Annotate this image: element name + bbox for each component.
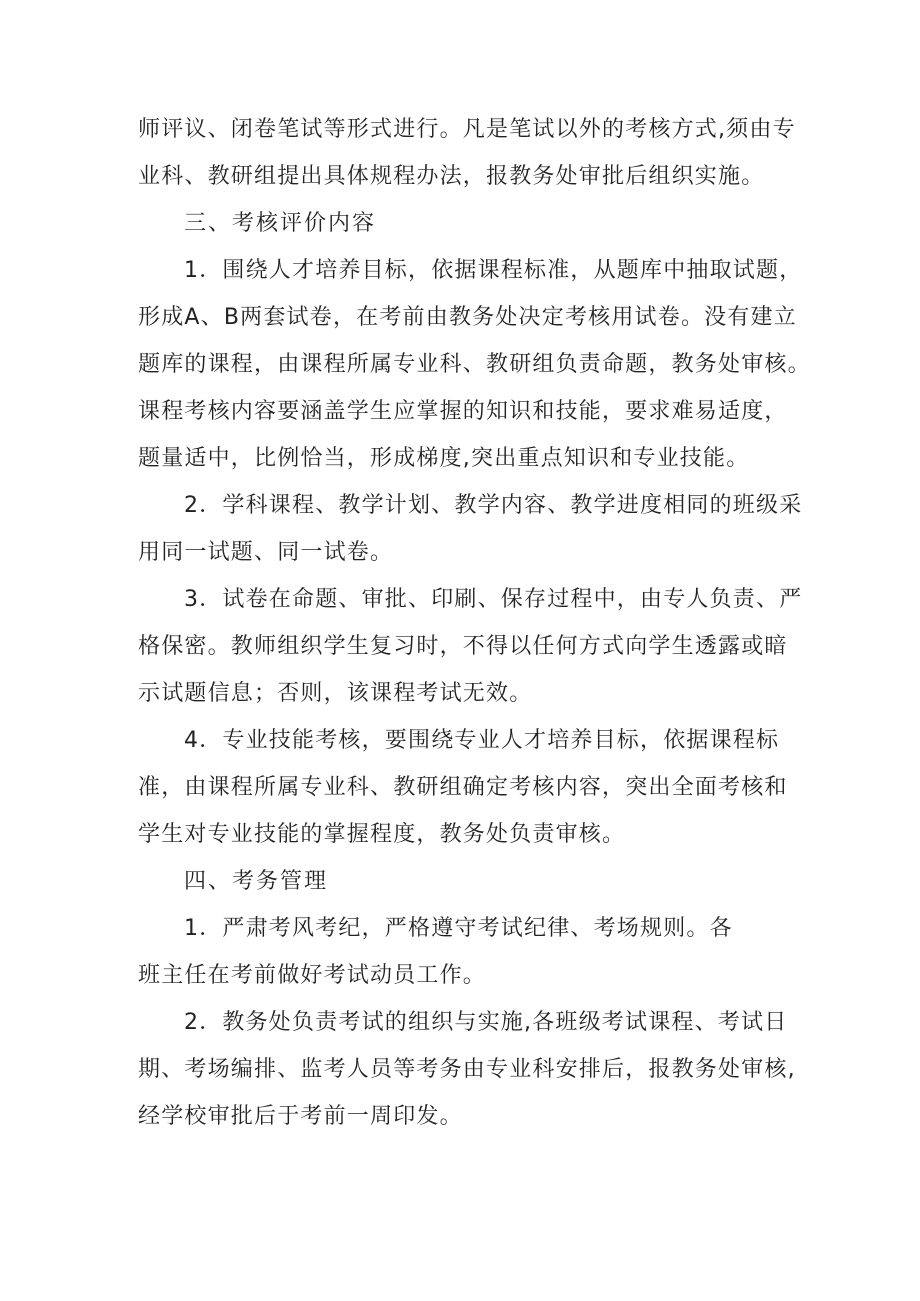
text-line: 4．专业技能考核，要围绕专业人才培养目标，依据课程标 xyxy=(184,728,780,753)
text-line: 3．试卷在命题、审批、印刷、保存过程中，由专人负责、严 xyxy=(184,587,803,612)
text-line: 格保密。教师组织学生复习时，不得以任何方式向学生透露或暗 xyxy=(138,634,788,659)
text-line: 经学校审批后于考前一周印发。 xyxy=(138,1104,463,1129)
paragraph-item-3-1 xyxy=(138,247,811,482)
text-line: 1．严肃考风考纪，严格遵守考试纪律、考场规则。各 xyxy=(184,916,733,941)
paragraph-item-4-1-continued xyxy=(138,952,798,999)
paragraph-item-3-2 xyxy=(138,482,803,576)
text-line: 课程考核内容要涵盖学生应掌握的知识和技能，要求难易适度， xyxy=(138,399,788,424)
text-line: 师评议、闭卷笔试等形式进行。凡是笔试以外的考核方式,须由专 xyxy=(138,117,796,142)
text-line: 题量适中，比例恰当，形成梯度,突出重点知识和专业技能。 xyxy=(138,446,750,471)
text-line: 班主任在考前做好考试动员工作。 xyxy=(138,963,487,988)
paragraph-item-3-4 xyxy=(138,717,798,858)
heading-text: 四、考务管理 xyxy=(184,869,329,894)
text-line: 期、考场编排、监考人员等考务由专业科安排后，报教务处审核, xyxy=(138,1057,796,1082)
text-line: 形成A、B两套试卷，在考前由教务处决定考核用试卷。没有建立 xyxy=(138,305,797,330)
text-line: 示试题信息；否则，该课程考试无效。 xyxy=(138,681,533,706)
paragraph-continuation xyxy=(138,106,798,200)
paragraph-item-4-1 xyxy=(138,905,798,952)
text-line: 准，由课程所属专业科、教研组确定考核内容，突出全面考核和 xyxy=(138,775,788,800)
document-body xyxy=(138,106,811,1140)
text-line: 用同一试题、同一试卷。 xyxy=(138,540,394,565)
text-line: 1．围绕人才培养目标，依据课程标准，从题库中抽取试题， xyxy=(184,258,803,283)
section-heading-3 xyxy=(138,200,798,247)
section-heading-4 xyxy=(138,858,798,905)
text-line: 2．教务处负责考试的组织与实施,各班级考试课程、考试日 xyxy=(184,1010,788,1035)
text-line: 题库的课程，由课程所属专业科、教研组负责命题，教务处审核。 xyxy=(138,352,811,377)
paragraph-item-3-3 xyxy=(138,576,803,717)
paragraph-item-4-2 xyxy=(138,999,798,1140)
text-line: 2．学科课程、教学计划、教学内容、教学进度相同的班级采 xyxy=(184,493,803,518)
heading-text: 三、考核评价内容 xyxy=(184,211,377,236)
text-line: 业科、教研组提出具体规程办法，报教务处审批后组织实施。 xyxy=(138,164,765,189)
text-line: 学生对专业技能的掌握程度，教务处负责审核。 xyxy=(138,822,626,847)
